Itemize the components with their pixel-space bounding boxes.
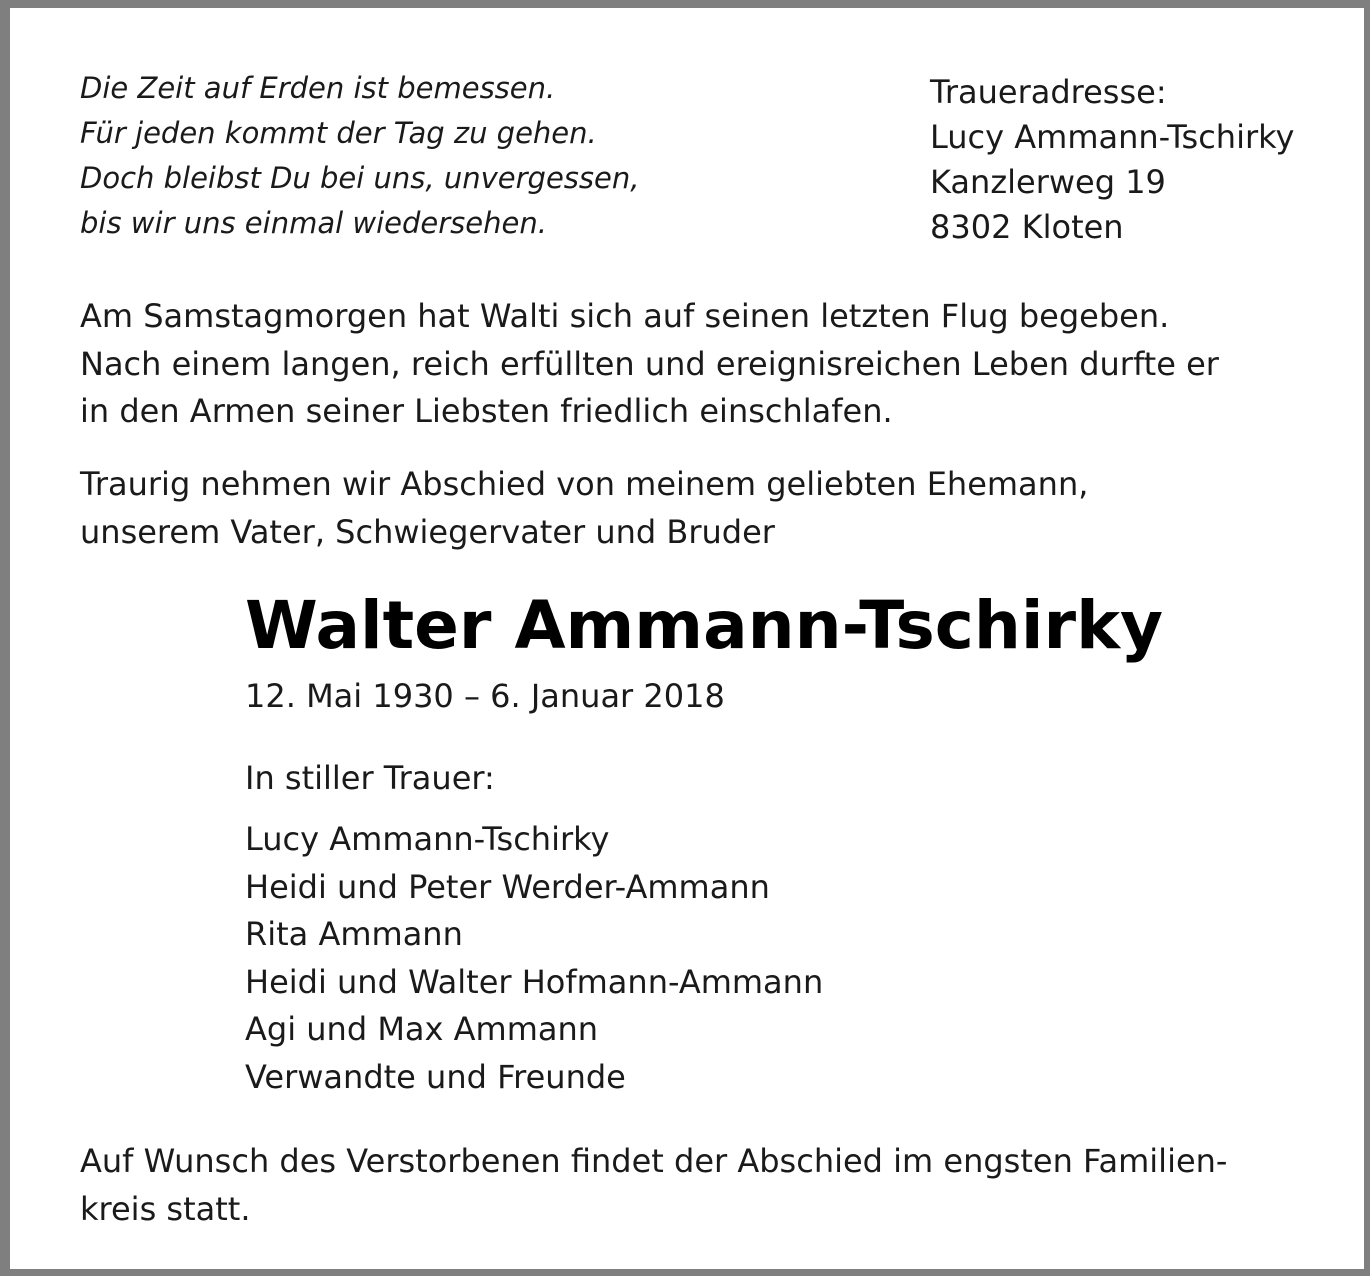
poem-line: Die Zeit auf Erden ist bemessen. bbox=[80, 71, 556, 105]
mourning-title: In stiller Trauer: bbox=[245, 759, 495, 797]
farewell-line: Traurig nehmen wir Abschied von meinem geliebten Ehemann, bbox=[80, 465, 1089, 503]
mourner-item: Agi und Max Ammann bbox=[245, 1010, 599, 1048]
closing-paragraph bbox=[80, 1138, 1227, 1233]
farewell-line: unserem Vater, Schwiegervater und Bruder bbox=[80, 512, 775, 551]
poem-line: Doch bleibst Du bei uns, unvergessen, bbox=[80, 161, 640, 195]
mourning-address bbox=[930, 70, 1294, 250]
poem-line: Für jeden kommt der Tag zu gehen. bbox=[80, 116, 597, 150]
deceased-name: Walter Ammann-Tschirky bbox=[245, 587, 1164, 664]
address-street: Kanzlerweg 19 bbox=[930, 163, 1166, 201]
announcement-line: Am Samstagmorgen hat Walti sich auf seinen letzten Flug begeben. bbox=[80, 297, 1170, 335]
memorial-poem bbox=[80, 66, 639, 246]
mourner-item: Heidi und Walter Hofmann-Ammann bbox=[245, 962, 824, 1001]
mourners-list bbox=[245, 816, 823, 1101]
address-city: 8302 Kloten bbox=[930, 208, 1124, 246]
closing-line: Auf Wunsch des Verstorbenen findet der Abschied im engsten Familien- bbox=[80, 1142, 1228, 1180]
mourner-item: Lucy Ammann-Tschirky bbox=[245, 820, 610, 858]
address-label: Traueradresse: bbox=[930, 73, 1167, 111]
mourner-item: Verwandte und Freunde bbox=[245, 1057, 626, 1096]
farewell-paragraph bbox=[80, 461, 1088, 556]
address-name: Lucy Ammann-Tschirky bbox=[930, 118, 1295, 156]
announcement-line: in den Armen seiner Liebsten friedlich einschlafen. bbox=[80, 392, 893, 430]
announcement-paragraph bbox=[80, 293, 1219, 436]
mourner-item: Heidi und Peter Werder-Ammann bbox=[245, 867, 770, 906]
poem-line: bis wir uns einmal wiedersehen. bbox=[80, 206, 547, 240]
mourner-item: Rita Ammann bbox=[245, 915, 463, 953]
closing-line: kreis statt. bbox=[80, 1189, 251, 1228]
announcement-line: Nach einem langen, reich erfüllten und ereignisreichen Leben durfte er bbox=[80, 344, 1219, 383]
life-dates: 12. Mai 1930 – 6. Januar 2018 bbox=[245, 677, 725, 715]
